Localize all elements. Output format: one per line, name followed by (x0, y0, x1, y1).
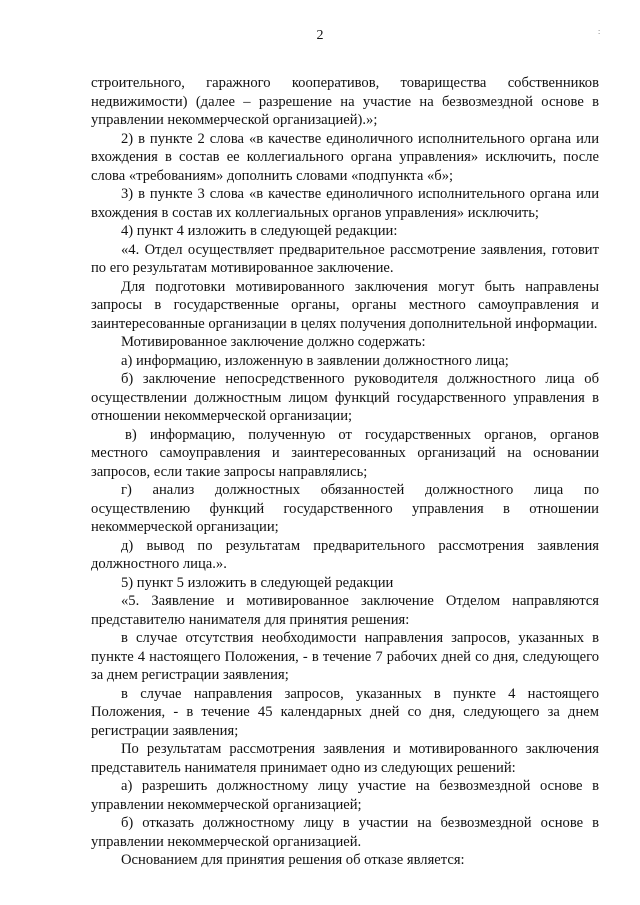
paragraph: Мотивированное заключение должно содержать: (121, 334, 426, 350)
paragraph: г) анализ должностных обязанностей должностного лица по осуществлению функций государственного управления в отношении некоммерческой организации; (91, 482, 599, 535)
paragraph: 3) в пункте 3 слова «в качестве единоличного исполнительного органа или вхождения в состав их коллегиальных органов управления» исключить; (91, 186, 599, 221)
paragraph: 4) пункт 4 изложить в следующей редакции: (121, 223, 398, 239)
paragraph: б) отказать должностному лицу в участии на безвозмездной основе в управлении некоммерческой организацией. (91, 815, 599, 850)
paragraph: «5. Заявление и мотивированное заключение Отделом направляются представителю нанимателя для принятия решения: (91, 593, 599, 628)
scan-mark: : (598, 27, 601, 36)
document-body (91, 74, 599, 870)
paragraph: в случае отсутствия необходимости направления запросов, указанных в пункте 4 настоящего Положения, - в течение 7 рабочих дней со дня, следующего за днем регистрации заявления; (91, 630, 599, 683)
page-number: 2 (316, 28, 324, 43)
paragraph: в) информацию, полученную от государственных органов, органов местного самоуправления и заинтересованных организаций на основании запросов, если такие запросы направлялись; (91, 426, 599, 480)
paragraph: Основанием для принятия решения об отказе является: (121, 852, 465, 868)
paragraph: б) заключение непосредственного руководителя должностного лица об осуществлении должностным лицом функций государственного управления в отношении некоммерческой организации; (91, 371, 599, 424)
paragraph: а) информацию, изложенную в заявлении должностного лица; (121, 352, 509, 369)
paragraph: По результатам рассмотрения заявления и мотивированного заключения представитель нанимателя принимает одно из следующих решений: (91, 741, 599, 776)
paragraph: а) разрешить должностному лицу участие на безвозмездной основе в управлении некоммерческой организацией; (91, 778, 599, 813)
paragraph: 2) в пункте 2 слова «в качестве единоличного исполнительного органа или вхождения в состав ее коллегиального органа управления» исключить, после слова «требованиям» дополнить словами «подпункта «б»; (91, 130, 599, 184)
paragraph: в случае направления запросов, указанных в пункте 4 настоящего Положения, - в течение 45 календарных дней со дня, следующего за днем регистрации заявления; (91, 685, 599, 739)
paragraph: д) вывод по результатам предварительного рассмотрения заявления должностного лица.». (91, 537, 599, 572)
paragraph: 5) пункт 5 изложить в следующей редакции (121, 574, 394, 591)
paragraph: «4. Отдел осуществляет предварительное рассмотрение заявления, готовит по его результатам мотивированное заключение. (91, 241, 599, 276)
paragraph: Для подготовки мотивированного заключения могут быть направлены запросы в государственные органы, органы местного самоуправления и заинтересованные организации в целях получения дополнительной информации. (91, 278, 599, 332)
paragraph: строительного, гаражного кооперативов, товарищества собственников недвижимости) (далее – разрешение на участие на безвозмездной основе в управлении некоммерческой организацией).»; (91, 75, 599, 128)
